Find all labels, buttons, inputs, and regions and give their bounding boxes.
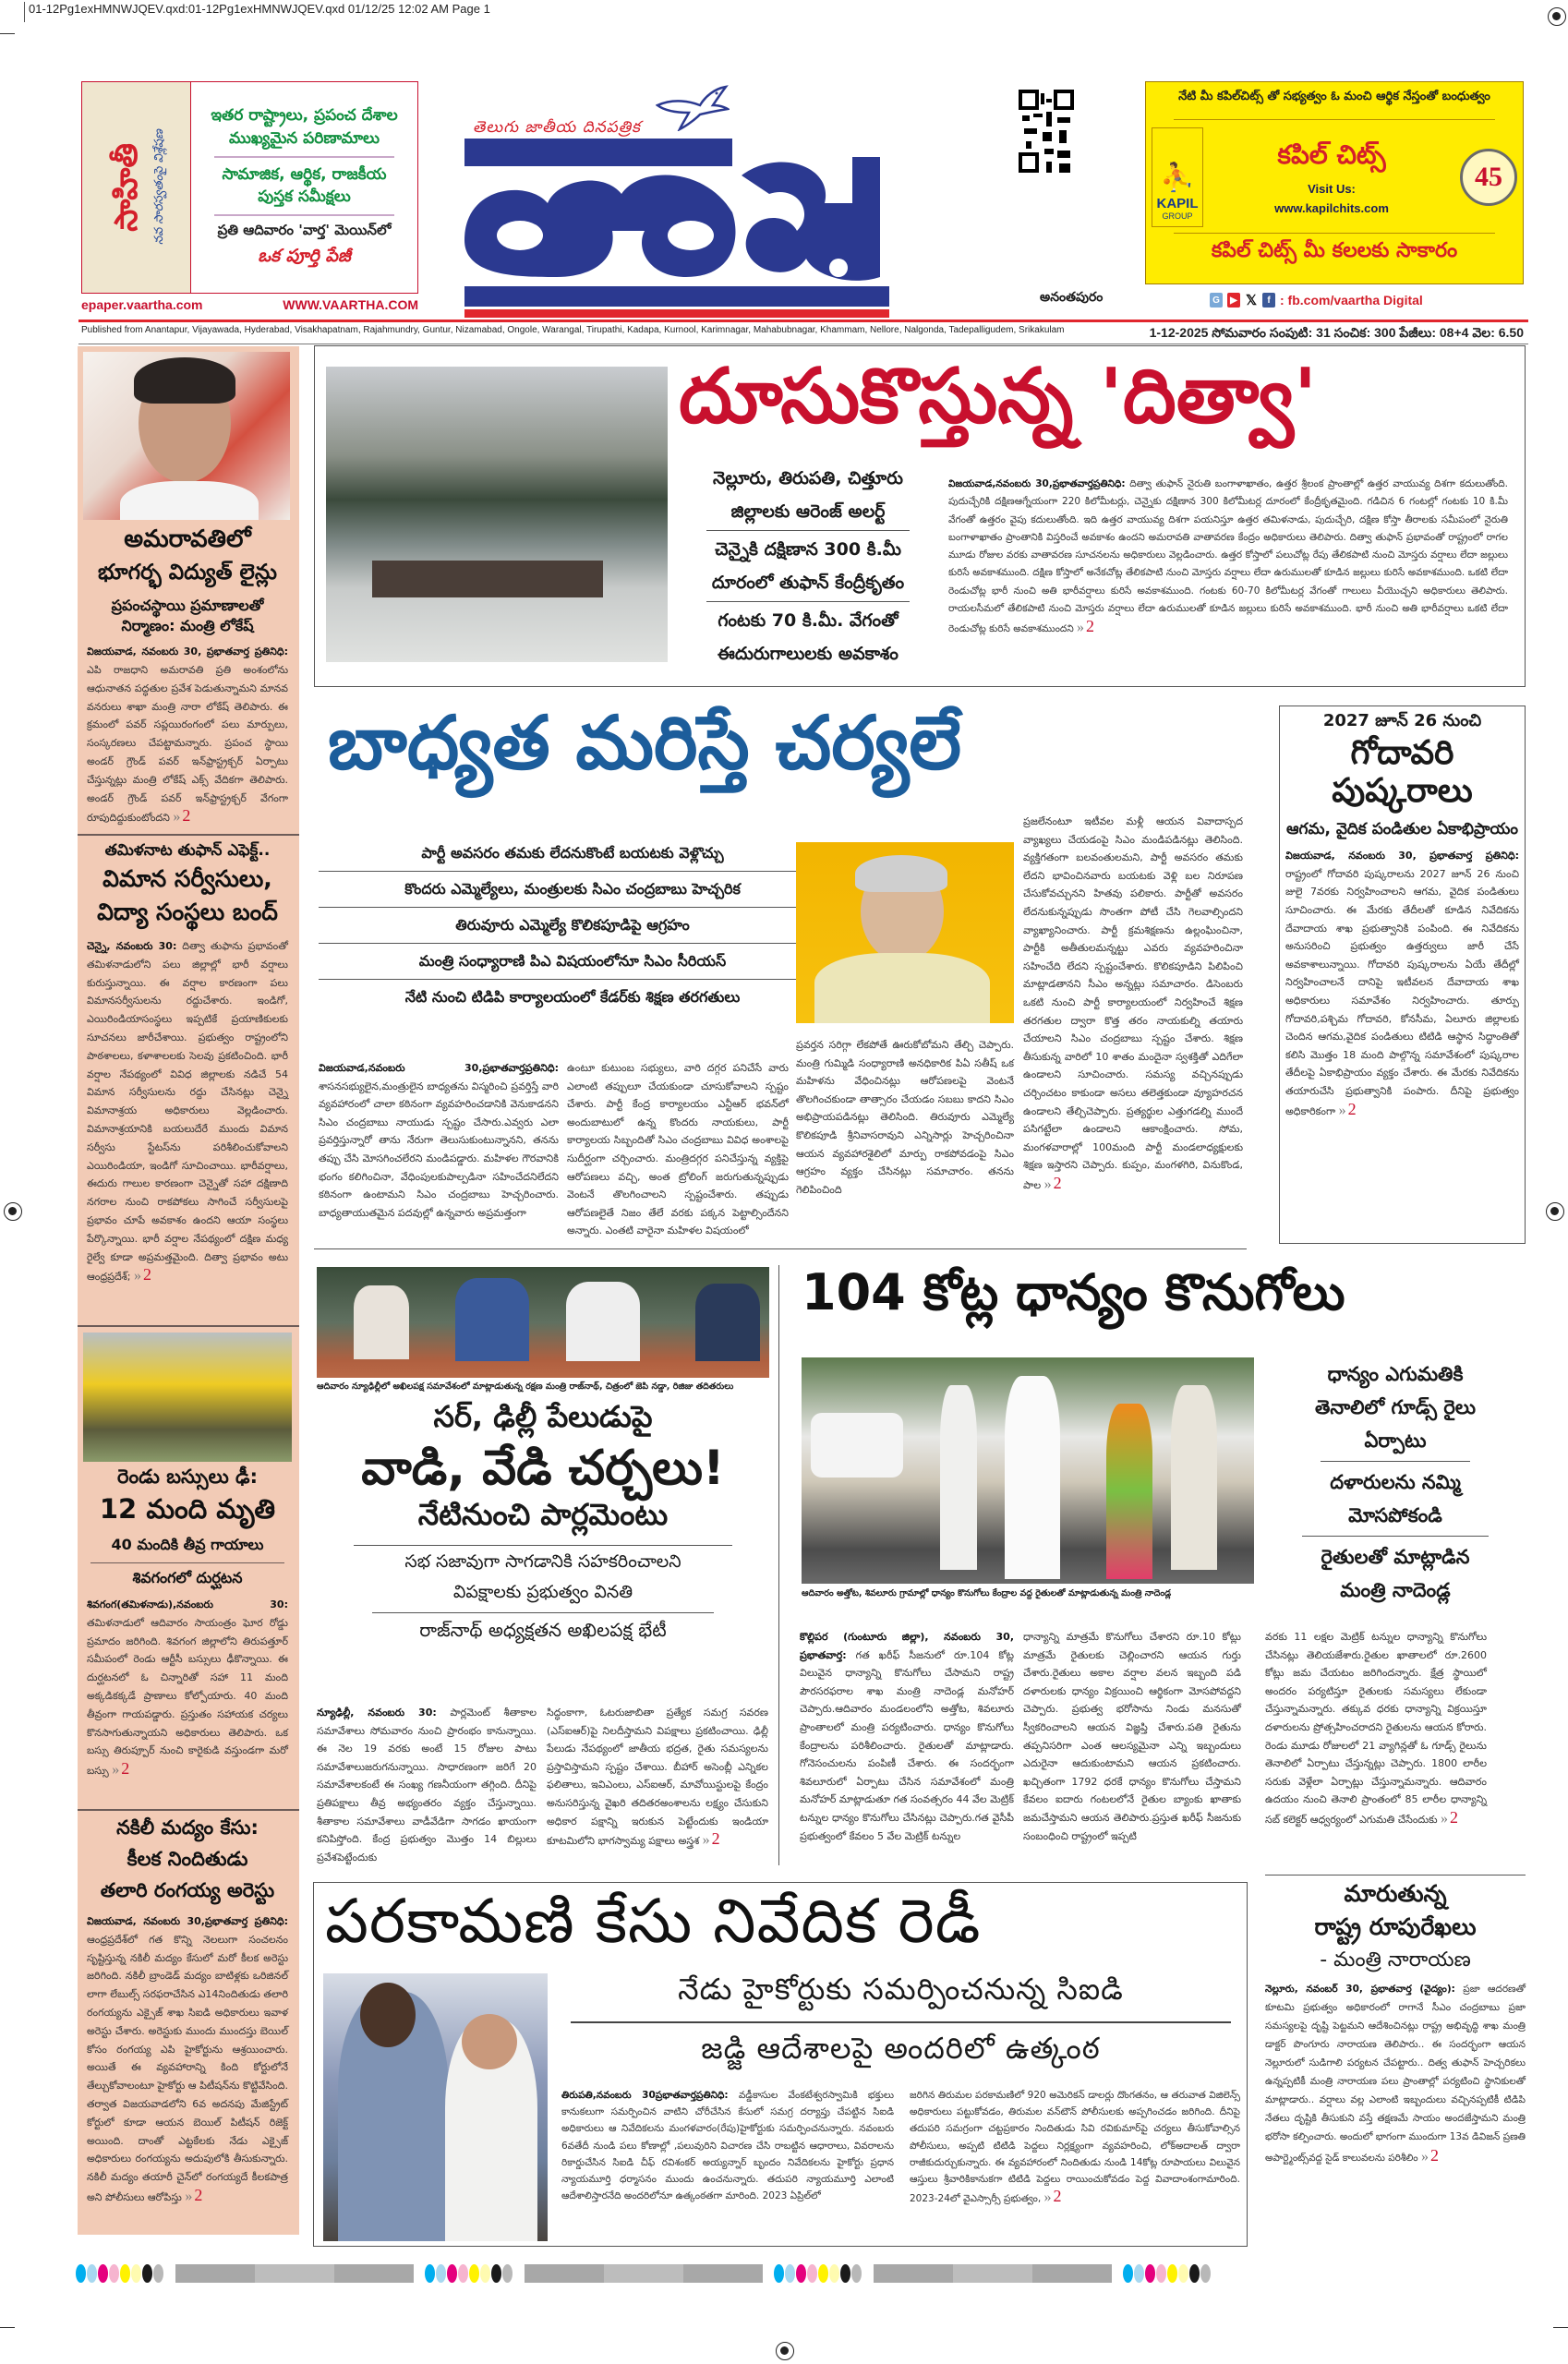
paddy-body-col1 [800, 1628, 1014, 1845]
continued-link[interactable]: » 2 [1339, 1100, 1357, 1118]
paddy-body-col2: ధాన్యాన్ని మాత్రమే కొనుగోలు చేశారని రూ.10 కోట్లు మాత్రమే రైతులకు చెల్లించారని ఆయన గుర్తు చేశారు.రైతులు అకాల వర్షాల వలన ఇబ్బంది పడి దళారులకు ధాన్యం విక్రయించి ఆర్థికంగా మోసపోవద్దని చెప్పారు. ప్రభుత్వ భరోసాను నిండు మనసుతో స్వీకరించాలని ఆయన విజ్ఞప్తి చేశారు.పతి రైతును తప్పనిసరిగా ఎంత ఆలస్యమైనా ఎన్ని ఇబ్బందులు ఎదురైనా ఆదుకుంటామని ఆయన ప్రకటించారు. ఖచ్చితంగా 1792 ధరకే ధాన్యం కొనుగోలు చేస్తామని కేవలం ఐదారు గంటలలోనే రైతుల బ్యాంకు ఖాతాకు జమచేస్తామని ఆయన తెలిపారు.ప్రస్తుత ఖరీఫ్ సీజనుకు సంబంధించి రాష్ట్రంలో ఇప్పటి [1023, 1631, 1241, 1842]
parakamani-body-col2 [910, 2087, 1240, 2207]
story-fake-liquor [83, 1816, 292, 2207]
deck-line: మోసపోకండి [1348, 1504, 1442, 1526]
print-slug: 01-12Pg1exHMNWJQEV.qxd:01-12Pg1exHMNWJQEV.qxd 01/12/25 12:02 AM Page 1 [24, 2, 490, 22]
cm-body-col2: ఉంటూ కుటుంబ సభ్యులు, వారి దగ్గర పనిచేసే వారు ఎలాంటి తప్పులూ చేయకుండా చూసుకోవాలని స్పష్టం చేశారు. పార్టీ కేంద్ర కార్యాలయం ఎన్టీఆర్ భవన్‌లో అందుబాటులో ఉన్న కొందరు నాయకులు, పార్టీ కార్యాలయ సిబ్బందితో సిఎం చంద్రబాబు వివిధ అంశాలపై సుదీర్ఘంగా చర్చించారు. మంత్రిదగ్గర పనిచేస్తున్న వ్యక్తిపై ఆరోపణలు వచ్చి, అంత ట్రోలింగ్ జరుగుతున్నప్పుడు వెంటనే తొలగించాలని స్పష్టంచేశారు. తప్పుడు ఆరోపణలైతే నిజం తేలే వరకు పక్కన పెట్టాల్సిందేనని అన్నారు. ఎంతటి వారైనా మహిళల విషయంలో [567, 1062, 789, 1237]
vaartha-logo [464, 139, 889, 307]
kapil-chits-advertisement[interactable] [1145, 81, 1524, 284]
cm-body-col1 [319, 1059, 559, 1222]
kapil-chits-name: కపిల్ చిట్స్ [1277, 139, 1386, 170]
deck-line: నేటి నుంచి టిడిపి కార్యాలయంలో కేడర్‌కు శిక్షణ తరగతులు [404, 988, 741, 1006]
people-icon: ⛹ [1160, 162, 1195, 194]
left-sidebar [78, 346, 299, 2235]
story-headline[interactable]: మారుతున్న [1344, 1880, 1447, 1907]
sahiti-side-banner [82, 82, 191, 293]
registration-mark-icon [1548, 7, 1566, 26]
paddy-caption: ఆదివారం అత్తోట, శివలూరు గ్రామాల్లో ధాన్యం కొనుగోలు కేంద్రాల వద్ద రైతులతో మాట్లాడుతున్న మంత్రి నాదెండ్ల [802, 1588, 1172, 1598]
continued-link[interactable]: » 2 [173, 806, 190, 825]
deck-line: గంటకు 70 కి.మీ. వేగంతో [718, 610, 899, 631]
registration-mark-icon [1546, 1202, 1564, 1221]
deck-line: రైతులతో మాట్లాడిన [1321, 1546, 1470, 1568]
story-subhead: విపక్షాలకు ప్రభుత్వం వినతి [452, 1581, 633, 1602]
story-dateline: విజయవాడ,నవంబరు 30,ప్రభాతవార్తప్రతినిధి: [319, 1062, 559, 1074]
story-subhead: ప్రపంచస్థాయి ప్రమాణాలతో నిర్మాణం: మంత్రి లోకేష్ [111, 597, 264, 634]
continued-link[interactable]: » 2 [112, 1759, 129, 1778]
continued-link[interactable]: » 2 [134, 1265, 151, 1284]
story-headline[interactable]: గోదావరి [1350, 734, 1454, 772]
sahiti-title: సాహితీ [108, 143, 145, 232]
story-body: వరకు 11 లక్షల మెట్రిక్ టన్నుల ధాన్యాన్ని కొనుగోలు చేసినట్లు తెలియజేశారు.రైతుల ఖాతాలలో రూ.2600 కోట్లు జమ చేయటం జరిగిందన్నారు. క్షేత్ర స్థాయిలో అందరం పర్యటిస్తూ రైతులకు సమస్యలు లేకుండా చేస్తున్నామన్నారు. తక్కువ ధరకు ధాన్యాన్ని విక్రయిస్తూ దళారులను ప్రోత్సహించరాదని రైతులను ఆయన కోరారు. రెండు మూడు రోజులలో 21 వ్యాగిన్లతో ఓ గూడ్స్ రైలును తెనాలిలో ఏర్పాటు చేస్తున్నట్లు చెప్పారు. 1800 లారీల సరుకు వెళ్లేలా ఏర్పాట్లు చేస్తున్నామన్నారు. ఆదివారం ఉదయం నుంచి తెనాలి ప్రాంతంలో 85 లారీల ధాన్యాన్ని సబ్ కలెక్టర్ ఆధ్వర్యంలో ఎగుమతి చేసేందుకు [1265, 1631, 1487, 1826]
dove-icon [656, 85, 730, 131]
story-subhead: నేడు హైకోర్టుకు సమర్పించనున్న సిఐడి [678, 1972, 1124, 2007]
pushkaralu-story [1285, 711, 1519, 1120]
story-body: దిత్వా తుఫాన్ నైరుతి బంగాళాఖాతం, ఉత్తర శ్రీలంక ప్రాంతాల్లో ఉత్తర వాయువ్య దిశగా కదులుతోంది. పుదుచ్చేరికి దక్షిణఆగ్నేయంగా 220 కిలోమీటర్లు, చెన్నైకు దక్షిణాన 300 కిలోమీటర్ల దూరంలో కేంద్రీకృతమైంది. గడిచిన 6 గంటల్లో గంటకు 10 కి.మీ వేగంతో ఉత్తరం వైపు కదులుతోంది. ఇది ఉత్తర వాయువ్య దిశగా పయనిస్తూ ఉత్తర తమిళనాడు, పుదుచ్చేరి, దక్షిణ కోస్తా తీరాలకు సమీపంలో నైరుతి బంగాళాఖాతం ప్రాంతానికి విస్తరించే అవకాశం ఉందని అమరావతి వాతావరణ కేంద్రం అధికారులు తెలిపారు. దిత్వా తుఫాన్ ప్రభావంతో రాష్ట్రంలో రాగల మూడు రోజుల వరకు వాతావరణ సూచనలను అధికారులు వెల్లడించారు. ఉత్తర కోస్తాలో పలుచోట్ల రేపు తేలికపాటి నుంచి మోస్తరు వర్షాలు లేదా జల్లులు కురిసే అవకాశముంది. దక్షిణ కోస్తాలో అనేకచోట్ల తేలికపాటి నుంచి మోస్తరు వర్షాలు లేదా ఉరుములతో కూడిన జల్లులు కురిసే అవకాశముంది. ఒకటి లేదా రెండుచోట్ల భారీ నుంచి అతి భారీవర్షాలు కురిసే అవకాశముంది. గంటకు 60-70 కిలోమీటర్ల వేగంతో గాలులు వీయొచ్చని అధికారులు తెలిపారు. రాయలసీమలో తేలికపాటి నుంచి మోస్తరు వర్షాలు లేదా ఉరుములతో కూడిన జల్లులు కురిసే అవకాశముంది. భారీ నుంచి అతి భారీవర్షాలు ఒకటి లేదా రెండుచోట్ల కురిసే అవకాశముందని [948, 478, 1509, 635]
youtube-icon[interactable]: ▶ [1227, 293, 1240, 308]
visit-label: Visit Us: [1308, 182, 1356, 196]
story-kicker: తమిళనాట తుఫాన్ ఎఫెక్ట్.. [104, 841, 271, 860]
parakamani-headline[interactable]: పరకామణి కేసు నివేదిక రెడీ [325, 1886, 982, 1957]
column-rule [778, 1265, 779, 1865]
cm-decks [319, 836, 826, 1015]
facebook-icon[interactable]: f [1262, 293, 1275, 308]
kapil-logo-group: GROUP [1162, 211, 1193, 221]
edition-name: అనంతపురం [1040, 290, 1104, 305]
story-amaravati [83, 525, 292, 827]
deck-line: తిరువూరు ఎమ్మెల్యే కొలికపూడిపై ఆగ్రహం [319, 908, 826, 944]
story-bus-accident [83, 1465, 292, 1780]
cyclone-photo [326, 367, 668, 662]
ad-line: సామాజిక, ఆర్థిక, రాజకీయ [222, 164, 387, 184]
story-headline[interactable]: పుష్కరాలు [1332, 772, 1473, 811]
parliament-headline[interactable]: వాడి, వేడి చర్చలు! [361, 1441, 725, 1496]
story-subhead: 40 మందికి తీవ్ర గాయాలు [111, 1536, 264, 1553]
deck-line: ఈదురుగాలులకు అవకాశం [718, 644, 899, 664]
deck-line: దళారులను నమ్మి [1330, 1471, 1461, 1493]
story-dateline: విజయవాడ, నవంబరు 30, ప్రభాతవార్త ప్రతినిధి: [1285, 850, 1519, 862]
story-dateline: విజయవాడ, నవంబరు 30, ప్రభాతవార్త ప్రతినిధి: [87, 645, 288, 658]
story-subhead: ఆగమ, వైదిక పండితుల ఏకాభిప్రాయం [1285, 819, 1519, 838]
deck-line: దూరంలో తుఫాన్ కేంద్రీకృతం [711, 573, 905, 593]
paddy-decks [1265, 1357, 1526, 1607]
anniversary-badge: 45 [1460, 149, 1517, 206]
story-subhead: - మంత్రి నారాయణ [1320, 1948, 1471, 1972]
section-divider [1265, 1875, 1526, 1876]
story-body: శాసనసభ్యులైన,మంత్రులైన బాధ్యతను విస్మరించి ప్రవర్తిస్తే వారి వ్యవహారంలో చాలా కఠినంగా వ్యవహరించడానికి వెనుకాడనని సిఎం చంద్రబాబు నాయుడు స్పష్టం చేసారు.ఎవ్వరు ఎలా ప్రవర్తిస్తున్నారో తాను నేరుగా తెలుసుకుంటున్నానని, తనను తప్పు చేసి మోసగించలేరని మండిపడ్డారు. మహిళల గౌరవానికి భంగం కలిగించినా, వేధింపులకుపాల్పడినా సహించేదనిలేదని కఠినంగా ఉంటామని సిఎం చంద్రబాబు హెచ్చరించారు. బాధ్యతాయుతమైన పదవుల్లో ఉన్నవారు అప్రమత్తంగా [319, 1079, 559, 1219]
facebook-handle[interactable]: : fb.com/vaartha Digital [1280, 293, 1423, 308]
ad-divider [214, 156, 394, 158]
parliament-body-col2 [547, 1704, 768, 1851]
cm-body-col4 [1023, 813, 1243, 1194]
narayana-story [1265, 1880, 1526, 2167]
continued-link[interactable]: » 2 [1044, 2187, 1062, 2205]
x-icon[interactable]: 𝕏 [1245, 293, 1258, 308]
story-body: గత ఖరీఫ్ సీజనులో రూ.104 కోట్ల విలువైన ధాన్యాన్ని కొనుగోలు చేసామని రాష్ట్ర పౌరసరఫరాల శాఖ మంత్రి నాదెండ్ల మనోహర్ చెప్పారు.ఆదివారం మండలంలోని అత్తోట, శివలూరు ప్రాంతాలలో మంత్రి పర్యటించారు. ధాన్యం కొనుగోలు కేంద్రాలను పరిశీలించారు. రైతులతో మాట్లాడారు. గోనెసంచులను పంపిణీ చేశారు. ఈ సందర్భంగా శివలూరులో ఏర్పాటు చేసిన సమావేశంలో మంత్రి మనోహర్ మాట్లాడుతూ గత సంవత్సరం 44 వేల మెట్రిక్ టన్నుల ధాన్యం కొనుగోలు చేసినట్లు చెప్పారు.గత వైసీపీ ప్రభుత్వంలో కేవలం 5 వేల మెట్రిక్ టన్నుల [800, 1648, 1014, 1842]
deck-line: ధాన్యం ఎగుమతికి [1327, 1363, 1464, 1385]
cm-body-col3: ప్రవర్తన సరిగ్గా లేకపోతే ఊరుకోబోమని తేల్చి చెప్పారు. మంత్రి గుమ్మిడి సంధ్యారాణి అనధికారిక పిఏ సతీష్ ఒక మహిళను వేధించినట్లు ఆరోపణలపై వెంటనే తొలగించకుండా తాత్సారం చేయడం సబబు కాదని సిఎం అభిప్రాయపడినట్లు తెలిసింది. తిరువూరు ఎమ్మెల్యే కొలికపూడి శ్రీనివాసరావుని ఎన్నిసార్లు హెచ్చరించినా ఆయన వ్యవహారశైలిలో మార్పు రాకపోవడంపై సిఎం ఆగ్రహం వ్యక్తం చేసినట్లు సమాచారం. తనను గెలిపించింది [796, 1039, 1014, 1196]
continued-link[interactable]: » 2 [703, 1829, 720, 1848]
registration-mark-icon [776, 2342, 794, 2360]
section-divider [314, 1248, 1247, 1249]
bus-accident-photo [83, 1333, 292, 1462]
story-dateline: చెన్నై, నవంబరు 30: [87, 940, 177, 952]
ad-line: ముఖ్యమైన పరిణామాలు [229, 128, 380, 148]
cm-headline[interactable]: బాధ్యత మరిస్తే చర్యలే [328, 700, 962, 786]
story-body: ప్రజలేనంటూ ఇటీవల మళ్లీ ఆయన వివాదాస్పద వ్యాఖ్యలు చేయడంపై సిఎం మండిపడినట్లు తెలిసింది. వ్యక్తిగతంగా బలవంతులమని, పార్టీ అవసరం తమకు లేదని భావించినవారు బయటకు వెళ్లి బల నిరూపణ చేసుకోవచ్చునని హితవు పలికారు. పార్టీతో అవసరం లేదనుకున్నప్పుడు సొంతగా పోటీ చేసి గెలవాల్సిందని వ్యాఖ్యానించారు. పార్టీ క్రమశిక్షణను ఉల్లంఘించినా, పార్టీకి అతీతులమన్నట్టు ఎవరు వ్యవహరించినా సహించేది లేదని స్పష్టంచేశారు. కొలికపూడిని పిలిపించి మాట్లాడతానని సీఎం అన్నట్లు సమాచారం. డిసెంబరు ఒకటి నుంచి పార్టీ కార్యాలయంలో నిర్వహించే శిక్షణ తరగతుల ద్వారా కొత్త తరం నాయకుల్ని తయారు చేయాలని సిఎం చంద్రబాబు స్పష్టం చేశారు. శిక్షణ తీసుకున్న వారిలో 10 శాతం మందైనా స్వశక్తితో ఎదిగేలా ఉండాలని సూచించారు. సమస్య వచ్చినప్పుడు చర్చించటం కాకుండా అసలు తలెత్తకుండా వ్యూహరచన ఉండాలని తేల్చిచెప్పారు. ప్రత్యర్థుల ఎత్తుగడల్ని ముందే పసిగట్టేలా ఉండాలని ఆకాంక్షించారు. సోమ, మంగళవారాల్లో 100మంది పార్టీ మండలాధ్యక్షులకు శిక్షణ ఇస్తారని చెప్పారు. కుప్పం, మంగళగిరి, వినుకొండ, పాల [1023, 815, 1243, 1191]
story-headline[interactable]: కీలక నిందితుడు [127, 1848, 248, 1870]
paddy-headline[interactable]: 104 కోట్ల ధాన్యం కొనుగోలు [802, 1263, 1345, 1321]
story-subhead: రాజ్‌నాథ్ అధ్యక్షతన అఖిలపక్ష భేటీ [419, 1618, 667, 1641]
cyclone-body [948, 476, 1508, 639]
story-dateline: విజయవాడ, నవంబరు 30,ప్రభాతవార్త ప్రతినిధి: [87, 1915, 288, 1927]
story-body: ఆంధ్రప్రదేశ్‌లో గత కొన్ని నెలలుగా సంచలనం సృష్టిస్తున్న నకిలీ మద్యం కేసులో మరో కీలక అరెస్టు జరిగింది. నకిలీ బ్రాండెడ్ మద్యం బాటిళ్లకు ఒరిజినల్ లాగా లేబుల్స్ సరఫరాచేసిన ఎ14నిందితుడు తలారి రంగయ్యను ఎక్సైజ్ శాఖ సిఐడి అధికారులు ఇవాళ అరెస్టు చేశారు. అరెస్టుకు ముందు ముందస్తు బెయిల్ కోసం రంగయ్య ఎపి హైకోర్టును ఆశ్రయించారు. అయితే ఈ వ్యవహారాన్ని కింది కోర్టులోనే తేల్చుకోవాలంటూ హైకోర్టు ఆ పిటీషన్‌ను కొట్టివేసింది. తర్వాత విజయవాడలోని 6వ అదనపు మేజిస్ట్రేట్ కోర్టులో కూడా ఆయన బెయిల్ పిటీషన్ రిజెక్ట్ అయింది. దాంతో ఎట్టకేలకు నేడు ఎక్సైజ్ అధికారులు రంగయ్యను అదుపులోకి తీసుకున్నారు. నకిలీ మద్యం తయారీ చైన్‌లో రంగయ్యదే కీలకపాత్ర అని పోలీసులు ఆరోపిస్తు [87, 1933, 288, 2203]
story-subhead: సభ సజావుగా సాగడానికి సహకరించాలని [404, 1550, 681, 1572]
story-dateline: న్యూఢిల్లీ, నవంబరు 30: [317, 1707, 437, 1719]
story-body: రాష్ట్రంలో గోదావరి పుష్కరాలను 2027 జూన్ 26 నుంచి జులై 7వరకు నిర్వహించాలని ఆగమ, వైదిక పండితులు సూచించారు. ఈ మేరకు తేదీలతో కూడిన నివేదికను దేవాదాయ శాఖ ప్రభుత్వానికి పంపింది. ఈ నివేదికను అనుసరించి ప్రభుత్వం ఉత్తర్వులు జారీ చేసే అవకాశాలున్నాయి. గోదావరి పుష్కరాలను ఏయే తేదీల్లో నిర్వహించాలనే దానిపై ఇటీవలన దేవాదాయ శాఖ అధికారులు సమావేశం నిర్వహించారు. తూర్పు గోదావరి,పశ్చిమ గోదావరి, కోనసీమ, ఏలూరు జిల్లాలకు చెందిన ఆగమ,వైదిక పండితులు టిటిడి ఆస్థాన సిద్ధాంతితో కలిసి మొత్తం 18 మంది పాల్గొన్న సమావేశంలో పుష్కరాల తేదీలపై ఏకాభిప్రాయం వ్యక్తం చేశారు. ఈ మేరకు నివేదికను తయారుచేసి ప్రభుత్వానికి పంపారు. దీనిపై ప్రభుత్వం అధికారికంగా [1285, 867, 1519, 1117]
continued-link[interactable]: » 2 [1077, 617, 1094, 635]
story-kicker: సర్, ఢిల్లీ పేలుడుపై [433, 1399, 653, 1434]
deck-line: పార్టీ అవసరం తమకు లేదనుకొంటే బయటకు వెళ్లొచ్చు [319, 836, 826, 872]
sahiti-advertisement[interactable] [81, 81, 418, 294]
parliament-photo [317, 1267, 769, 1378]
cyclone-decks [688, 462, 928, 670]
crop-mark [1553, 2327, 1568, 2328]
continued-link[interactable]: » 2 [185, 2186, 202, 2204]
kapil-group-logo [1152, 127, 1203, 227]
continued-link[interactable]: » 2 [1441, 1808, 1458, 1827]
kapil-url[interactable]: www.kapilchits.com [1274, 201, 1389, 215]
ad-bottom-line: కపిల్ చిట్స్ మీ కలలకు సాకారం [1211, 239, 1458, 262]
story-dateline: తిరుపతి,నవంబరు 30ప్రభాతవార్తప్రతినిధి: [561, 2090, 729, 2101]
story-headline[interactable]: తలారి రంగయ్య అరెస్టు [100, 1879, 275, 1901]
story-body: జరిగిన తిరుమల పరకామణిలో 920 అమెరికన్ డాలర్లు దొంగతనం, ఆ తరువాత విజిలెన్స్ అధికారులు పట్టుకోవడం, తిరుమల వన్‌టౌన్ పోలీసులకు అప్పగించడం జరిగింది. దీనిపై తదుపరి సమగ్రంగా చట్టప్రకారం నిందితుడు సివి రవికుమార్‌పై చర్యలు తీసుకోవాల్సిన పోలీసులు, అప్పటి టిటిడి పెద్దలు నిర్లక్ష్యంగా వ్యవహరించి, లోక్‌అదాలత్ ద్వారా రాజీకుదుర్చుకున్నారు. ఈ వ్యవహారంలో నిందితుడు నుండి 14కోట్ల రూపాయలు విలువైన ఆస్తులు శ్రీవారికికానుకగా టిటిడి పెద్దలు రాయించుకోవడం పెద్ద వివాదాంశంగామారింది. 2023-24లో వైఎస్సార్సీ ప్రభుత్వం, [910, 2090, 1240, 2205]
story-headline[interactable]: 12 మంది మృతి [99, 1493, 276, 1525]
paddy-body-col3 [1265, 1628, 1487, 1829]
story-kicker: 2027 జూన్ 26 నుంచి [1322, 711, 1482, 730]
sahiti-subtitle: నవ సారస్వతంపై విశ్లేషణ [152, 129, 166, 246]
story-dateline: శివగంగ(తమిళనాడు),నవంబరు 30: [87, 1598, 288, 1610]
logo-underline [464, 309, 889, 318]
registration-mark-icon [4, 1202, 22, 1221]
story-body: తమిళనాడులో ఆదివారం సాయంత్రం ఘోర రోడ్డు ప్రమాదం జరిగింది. శివగంగ జిల్లాలోని తిరుపత్తూర్ సమీపంలో రెండు ఆర్టీసీ బస్సులు ఢీకొన్నాయి. ఈ దుర్ఘటనలో ఓ చిన్నారితో సహా 11 మంది అక్కడికక్కడే ప్రాణాలు కోల్పోయారు. 40 మంది తీవ్రంగా గాయపడ్డారు. ప్రస్తుతం సహాయక చర్యలు కొనసాగుతున్నాయని అధికారులు తెలిపారు. ఒక బస్సు తిరుప్పూర్ నుంచి కారైకుడి వస్తుండగా మరో బస్సు [87, 1616, 288, 1778]
story-dateline: కొల్లిపర (గుంటూరు జిల్లా), నవంబరు 30, ప్రభాతవార్త: [800, 1631, 1014, 1661]
story-headline[interactable]: భూగర్భ విద్యుత్ లైన్లు [98, 561, 277, 585]
parakamani-subheads [561, 1972, 1240, 2073]
deck-line: జిల్లాలకు ఆరెంజ్ అలర్ట్ [730, 501, 886, 522]
qr-code[interactable] [1019, 90, 1074, 178]
parakamani-body-col1 [561, 2087, 894, 2204]
parliament-caption: ఆదివారం న్యూఢిల్లీలో అఖిలపక్ష సమావేశంలో మాట్లాడుతున్న రక్షణ మంత్రి రాజ్‌నాథ్, చిత్రంలో జెపి నడ్డా, రిజిజు తదితరులు [317, 1381, 734, 1392]
story-headline[interactable]: రెండు బస్సులు ఢీ: [117, 1465, 258, 1488]
cyclone-headline[interactable]: దూసుకొస్తున్న 'దిత్వా' [679, 353, 1318, 440]
ad-divider [214, 214, 394, 216]
story-body: సిద్ధంకాగా, ఓటరుజాబితా ప్రత్యేక సమగ్ర సవరణ (ఎస్ఐఆర్)పై నిలదీస్తామని విపక్షాలు ప్రకటించాయి. ఢిల్లీ పేలుడు నేపథ్యంలో జాతీయ భద్రత, రైతు సమస్యలను ప్రస్తావిస్తామని స్పష్టం చేశాయి. బీహార్ అసెంబ్లీ ఎన్నికల ఫలితాలు, ఇవిఎంలు, ఎస్ఐఆర్, మావోయిస్టులపై కేంద్రం అనుసరిస్తున్న వైఖరి తదితరఅంశాలను లక్ష్యం చేసుకుని అధికార పక్షాన్ని ఇరుకున పెట్టేందుకు ఇండియా కూటమిలోని భాగస్వామ్య పక్షాలు అస్త్రశ [547, 1707, 768, 1848]
story-dateline: నెల్లూరు, నవంబర్ 30, ప్రభాతవార్త (వైద్యం): [1265, 1984, 1455, 1995]
deck-line: ఏర్పాటు [1364, 1429, 1427, 1452]
lokesh-photo [83, 352, 290, 520]
masthead-tagline: తెలుగు జాతీయ దినపత్రిక [473, 118, 641, 137]
kapil-logo-text: KAPIL [1156, 196, 1199, 211]
color-registration-bar [76, 2264, 1526, 2283]
ad-line: ప్రతి ఆదివారం 'వార్త' మెయిన్‌లో [217, 221, 392, 238]
cid-officials-photo [323, 1973, 548, 2241]
dateline: 1-12-2025 సోమవారం సంపుటి: 31 సంచిక: 300 పేజీలు: 08+4 వెల: 6.50 [1149, 325, 1524, 340]
ad-line: పుస్తక సమీక్షలు [258, 187, 351, 207]
story-body: వడ్డీకాసుల వేంకటేశ్వరస్వామికి భక్తులు కానుకలుగా సమర్పించిన వాటిని చోరీచేసిన కేసులో సమగ్ర దర్యాప్తు చేపట్టిన సిఐడి అధికారులు ఆ నివేదికలను మంగళవారం(రేపు)హైకోర్టుకు సమర్పించనున్నారు. నవంబరు 6వతేదీ నుండి పలు కోణాల్లో ,పలువురిని విచారణ చేసి రాబట్టిన ఆధారాలు, వివరాలను రికార్డుచేసిన సిఐడి చీఫ్ రవిశంకర్ అయ్యన్నార్ బృందం నివేదికలను హైకోర్టు ప్రధాన న్యాయమూర్తి ధర్మాసనం ముందు ఉంచనున్నారు. తదుపరి న్యాయమూర్తి ఎలాంటి ఆదేశాలిస్తారనేది అందరిలోనూ ఉత్కంఠతగా మారింది. 2023 ఏప్రిల్‌లో [561, 2090, 894, 2202]
deck-line: మంత్రి సంధ్యారాణి పిఎ విషయంలోనూ సిఎం సీరియస్ [319, 944, 826, 980]
ad-line: ఒక పూర్తి పేజీ [258, 245, 351, 266]
deck-line: చెన్నైకి దక్షిణాన 300 కి.మీ [715, 539, 901, 560]
published-from: Published from Anantapur, Vijayawada, Hyderabad, Visakhapatnam, Rajahmundry, Guntur, Nizamabad, Ongole, Warangal, Tirupathi, Kadapa, Kurnool, Karimnagar, Mahabubnagar, Khammam, Nellore, Nalgonda, Tadepalligudem, Srikakulam [81, 325, 1065, 335]
paddy-photo [802, 1357, 1254, 1584]
parliament-headlines [317, 1399, 769, 1646]
story-headline[interactable]: విద్యా సంస్థలు బంద్ [97, 899, 278, 925]
deck-line: మంత్రి నాదెండ్ల [1340, 1579, 1451, 1601]
story-dateline: విజయవాడ,నవంబరు 30,ప్రభాతవార్తప్రతినిధి: [948, 478, 1126, 489]
chandrababu-photo [796, 842, 1014, 1023]
deck-line: తెనాలిలో గూడ్స్ రైలు [1314, 1396, 1476, 1418]
google-news-icon[interactable]: G [1210, 293, 1223, 308]
deck-line: నెల్లూరు, తిరుపతి, చిత్తూరు [713, 468, 903, 488]
website-link[interactable]: WWW.VAARTHA.COM [283, 297, 418, 312]
social-links[interactable] [1210, 293, 1423, 308]
crop-mark [0, 2327, 15, 2328]
story-headline[interactable]: నకిలీ మద్యం కేసు: [116, 1816, 259, 1839]
continued-link[interactable]: » 2 [1044, 1174, 1062, 1192]
story-body: పార్లమెంట్ శీతాకాల సమావేశాలు సోమవారం నుంచి ప్రారంభం కానున్నాయి. ఈ నెల 19 వరకు అంటే 15 రోజుల పాటు సమావేశాలుజరుగనున్నాయి. సాధారణంగా జరిగే 20 సమావేశాలకంటే ఈ సంఖ్య గణనీయంగా తగ్గింది. దీనిపై ప్రతిపక్షాలు తీవ్ర అభ్యంతరం వ్యక్తం చేస్తున్నాయి. శీతాకాల సమావేశాలు వాడీవేడిగా సాగడం ఖాయంగా కనిపిస్తోంది. కేంద్ర ప్రభుత్వం మొత్తం 14 బిల్లులు ప్రవేశపెట్టేందుకు [317, 1707, 537, 1863]
story-headline[interactable]: అమరావతిలో [124, 525, 251, 553]
epaper-link[interactable]: epaper.vaartha.com [81, 297, 203, 312]
masthead-rule [78, 320, 1528, 322]
story-subhead: శివగంగలో దుర్ఘటన [132, 1569, 243, 1586]
crop-mark [0, 33, 15, 34]
story-subhead: జడ్జి ఆదేశాలపై అందరిలో ఉత్కంఠ [701, 2030, 1101, 2066]
deck-line: కొందరు ఎమ్మెల్యేలు, మంత్రులకు సిఎం చంద్రబాబు హెచ్చరిక [319, 872, 826, 908]
parliament-body-col1 [317, 1704, 537, 1866]
story-headline[interactable]: రాష్ట్ర రూపురేఖలు [1314, 1913, 1477, 1940]
ad-top-line: నేటి మీ కపిల్‌చిట్స్ తో సభ్యత్వం ఓ మంచి ఆర్థిక నేస్తంతో బంధుత్వం [1178, 90, 1490, 103]
story-body: ఎపి రాజధాని అమరావతి ప్రతి అంశంలోను ఆధునాతన పద్ధతుల ప్రవేశ పెడుతున్నామని మానవ వనరులు శాఖా మంత్రి నారా లోకేష్ తెలిపారు. ఈ క్రమంలో పవర్ సప్లయిరంగంలో పలు మార్పులు, సంస్కరణలు చేపట్టామన్నారు. ప్రపంచ స్థాయి అండర్ గ్రౌండ్ పవర్ ఇన్‌ఫ్రాస్ట్రక్చర్ ఏర్పాటు చేస్తున్నట్లు మంత్రి లోకేష్ ఎక్స్ వేదికగా తెలిపారు. అండర్ గ్రౌండ్ పవర్ ఇన్‌ఫ్రాస్ట్రక్చర్ వేగంగా రూపుదిద్దుకుంటోందని [87, 663, 288, 825]
ad-line: ఇతర రాష్ట్రాలు, ప్రపంచ దేశాల [211, 106, 398, 126]
story-subhead: నేటినుంచి పార్లమెంటు [417, 1496, 669, 1532]
story-body: దిత్వా తుఫాను ప్రభావంతో తమిళనాడులోని పలు జిల్లాల్లో భారీ వర్షాలు కురుస్తున్నాయి. ఈ వర్షాల కారణంగా పలు విమానసర్వీసులను రద్దుచేశారు. ఇండిగో, ఎయిరిండియాసంస్థలు ఇప్పటికే ప్రయాణికులకు సూచనలు జారీచేశాయి. ప్రభుత్వం రాష్ట్రంలోని పాఠశాలలు, కళాశాలలకు సెలవు ప్రకటించింది. భారీ వర్షాల నేపథ్యంలో వివిధ జిల్లాలకు నడిచే 54 విమాన సర్వీసులను రద్దు చేసినట్లు చెన్నై విమానాశ్రయ అధికారులు వెల్లడించారు. విమానాశ్రయానికి బయలుదేరే ముందు విమాన సర్వీసు స్టేటస్‌ను పరిశీలించుకోవాలని ఎయిరిండియా, ఇండిగో సూచించాయి. భారీవర్షాలు, ఈదురు గాలుల కారణంగా చెన్నైతో సహా దక్షిణాది నగరాల నుంచి రాకపోకలు సాగించే సర్వీసులపై ప్రభావం చూపే అవకాశం ఉందని ఆయా సంస్థలు పేర్కొన్నాయి. భారీ వర్షాల నేపథ్యంలో దక్షిణ మధ్య రైల్వే కూడా అప్రమత్తమైంది. దిత్వా ప్రభావం అటు ఆంధ్రప్రదేశ్; [87, 940, 288, 1284]
continued-link[interactable]: » 2 [1421, 2146, 1439, 2165]
story-headline[interactable]: విమాన సర్వీసులు, [103, 865, 272, 892]
story-tamilnadu-cyclone [83, 841, 292, 1286]
story-body: ప్రజా ఆదరణతో కూటమి ప్రభుత్వం అధికారంలో రాగానే సీఎం చంద్రబాబు ప్రజా సమస్యలపై దృష్టి పెట్టమని ఆదేశించినట్లు రాష్ట్ర అభివృద్ధి శాఖ మంత్రి డాక్టర్ పొంగూరు నారాయణ తెలిపారు.. ఈ సందర్భంగా ఆయన నెల్లూరులో సుడిగాలి పర్యటన చేపట్టారు.. దిత్వ తుఫాన్ హెచ్చరికలు ఉన్నప్పటికీ మంత్రి నారాయణ పలు ప్రాంతాల్లో పర్యటించి స్థానికులతో మాట్లాడారు.. వర్షాలు వల్ల ఎలాంటి ఇబ్బందులు వచ్చినప్పటికీ టిడిపి నేతలు దృష్టికి తీసుకుని వస్తే తక్షణమే సాయం అందజేస్తామని మంత్రి భరోసా కల్పించారు. అందులో భాగంగా ముందుగా 13వ డివిజన్ ప్రణతి అపార్ట్మెంట్స్‌వద్ద సైడ్ కాలువలను పరిశీలిం [1265, 1984, 1526, 2164]
